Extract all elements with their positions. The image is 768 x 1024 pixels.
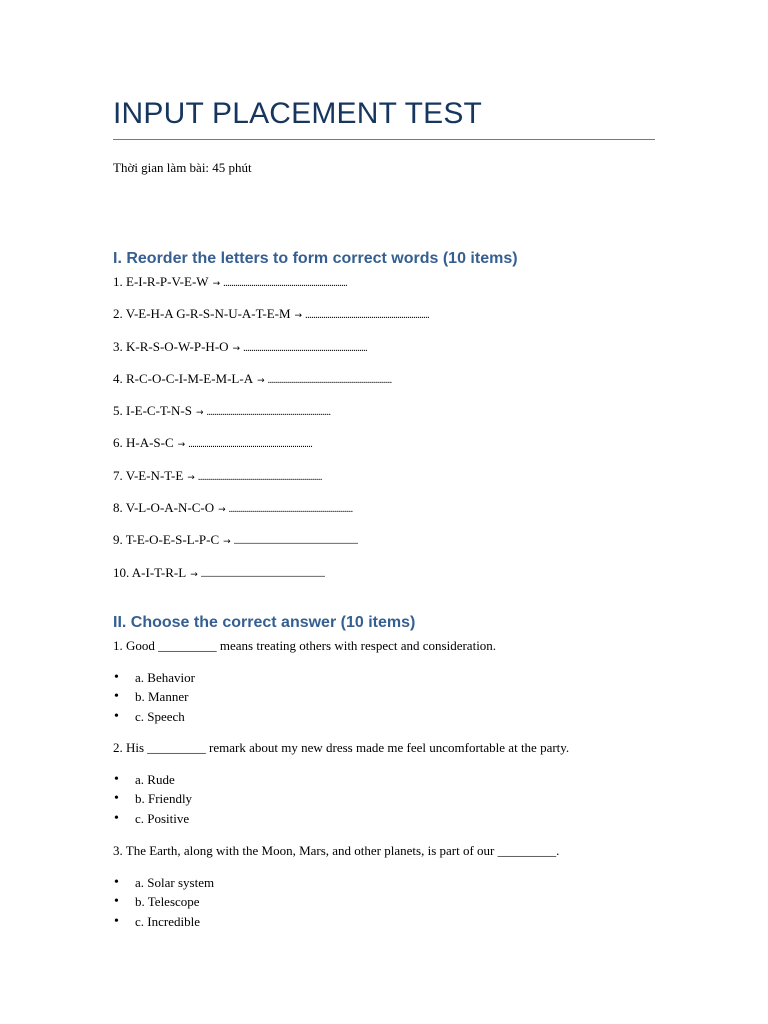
item-number: 6. (113, 435, 123, 451)
answer-option (113, 873, 559, 892)
answer-blank: .............................................................. (200, 568, 325, 580)
arrow-icon: → (212, 279, 221, 289)
reorder-list (113, 273, 429, 596)
bullet-icon: • (114, 689, 119, 705)
reorder-item (113, 338, 429, 370)
scrambled-letters: V-E-H-A G-R-S-N-U-A-T-E-M (125, 306, 291, 322)
question-text: 3. The Earth, along with the Moon, Mars, and other planets, is part of our _________. (113, 843, 560, 858)
answer-blank: .............................................................. (228, 504, 353, 516)
scrambled-letters: T-E-O-E-S-L-P-C (125, 532, 220, 548)
answer-blank: .............................................................. (188, 439, 313, 451)
time-limit-text: Thời gian làm bài: 45 phút (113, 160, 252, 175)
scrambled-letters: V-E-N-T-E (125, 467, 184, 483)
reorder-item (113, 499, 429, 531)
section-2-heading: II. Choose the correct answer (10 items) (113, 614, 416, 631)
item-number: 2. (113, 306, 123, 322)
answer-blank: .............................................................. (206, 407, 331, 419)
answer-option (113, 789, 569, 808)
scrambled-letters: H-A-S-C (126, 435, 174, 451)
reorder-item (113, 273, 429, 305)
reorder-item (113, 564, 429, 596)
bullet-icon: • (114, 791, 119, 807)
answer-option (113, 912, 559, 931)
item-number: 9. (113, 532, 123, 548)
bullet-icon: • (114, 708, 119, 724)
item-number: 7. (113, 467, 123, 483)
answer-option (113, 668, 496, 687)
reorder-item (113, 531, 429, 563)
question-text: 2. His _________ remark about my new dress made me feel uncomfortable at the party. (113, 740, 570, 755)
arrow-icon: → (177, 440, 186, 451)
option-label: a. Solar system (135, 875, 215, 890)
question-block (113, 842, 559, 931)
answer-option (113, 770, 569, 789)
answer-blank: .............................................................. (243, 342, 368, 354)
item-number: 10. (113, 564, 130, 580)
scrambled-letters: I-E-C-T-N-S (126, 403, 192, 419)
answer-blank: .............................................................. (197, 471, 322, 483)
option-label: c. Positive (135, 810, 190, 826)
option-label: b. Manner (135, 689, 189, 705)
bullet-icon: • (114, 810, 119, 826)
answer-blank: .............................................................. (233, 536, 358, 548)
option-label: a. Rude (135, 772, 175, 787)
answer-blank: .............................................................. (267, 374, 392, 386)
option-label: c. Incredible (135, 913, 200, 929)
scrambled-letters: A-I-T-R-L (131, 564, 187, 580)
title-underline (113, 139, 655, 140)
option-label: c. Speech (135, 708, 185, 724)
item-number: 5. (113, 403, 123, 419)
arrow-icon: → (232, 343, 241, 354)
option-label: b. Telescope (135, 894, 200, 910)
answer-option (113, 687, 496, 706)
item-number: 8. (113, 500, 123, 516)
item-number: 4. (113, 370, 123, 386)
question-block (113, 739, 569, 828)
arrow-icon: → (187, 472, 195, 483)
answer-blank: .............................................................. (305, 310, 430, 322)
question-block (113, 637, 496, 726)
option-label: b. Friendly (135, 791, 193, 807)
scrambled-letters: V-L-O-A-N-C-O (125, 500, 215, 516)
arrow-icon: → (218, 505, 226, 516)
page-title: INPUT PLACEMENT TEST (113, 97, 483, 130)
bullet-icon: • (114, 913, 119, 929)
option-list (113, 873, 559, 931)
item-number: 1. (113, 274, 123, 289)
scrambled-letters: K-R-S-O-W-P-H-O (126, 338, 229, 354)
question-text: 1. Good _________ means treating others with respect and consideration. (113, 638, 497, 653)
bullet-icon: • (114, 894, 119, 910)
answer-blank: .............................................................. (223, 278, 348, 289)
reorder-item (113, 370, 429, 402)
option-list (113, 668, 496, 726)
arrow-icon: → (223, 537, 231, 548)
arrow-icon: → (195, 408, 204, 419)
reorder-item (113, 305, 429, 337)
arrow-icon: → (257, 375, 265, 386)
bullet-icon: • (114, 670, 119, 685)
bullet-icon: • (114, 875, 119, 890)
option-label: a. Behavior (135, 670, 195, 685)
reorder-item (113, 402, 429, 434)
scrambled-letters: E-I-R-P-V-E-W (126, 274, 209, 289)
reorder-item (113, 467, 429, 499)
arrow-icon: → (294, 311, 303, 322)
answer-option (113, 707, 496, 726)
bullet-icon: • (114, 772, 119, 787)
reorder-item (113, 434, 429, 466)
answer-option (113, 809, 569, 828)
arrow-icon: → (190, 569, 198, 580)
section-1-heading: I. Reorder the letters to form correct words (10 items) (113, 250, 518, 267)
answer-option (113, 892, 559, 911)
option-list (113, 770, 569, 828)
scrambled-letters: R-C-O-C-I-M-E-M-L-A (126, 370, 254, 386)
item-number: 3. (113, 338, 123, 354)
